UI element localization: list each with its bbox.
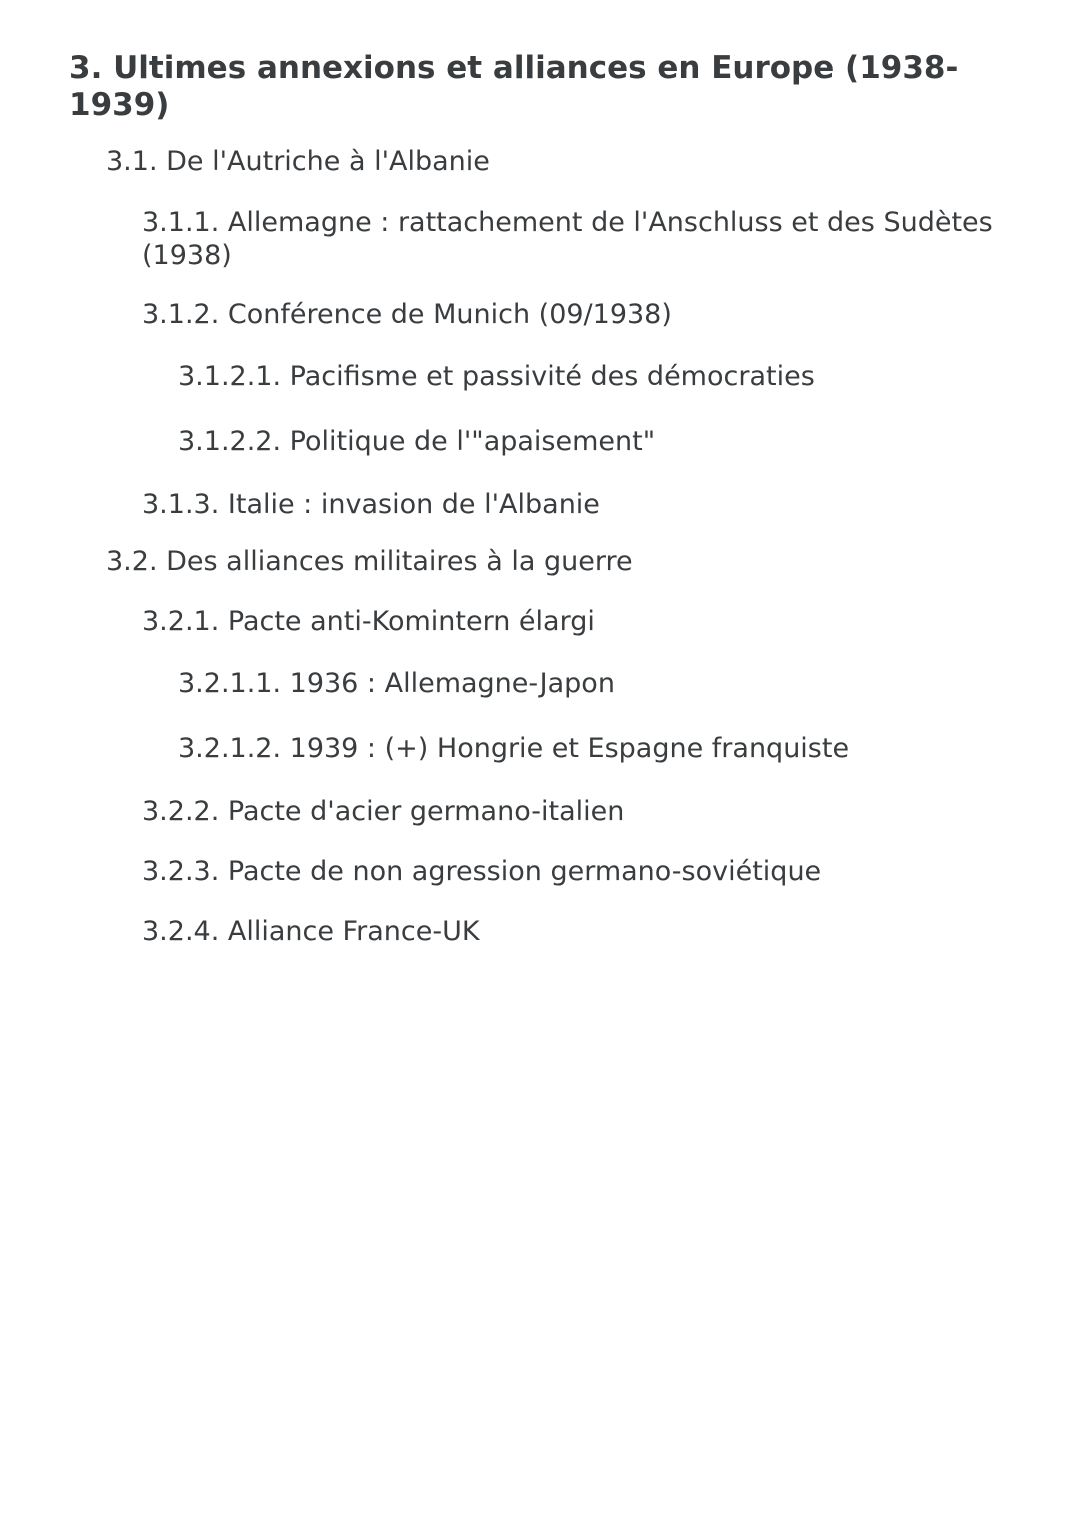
outline-number: 3.2. — [106, 546, 158, 577]
outline-item-3-2-1 — [142, 605, 595, 638]
outline-number: 3.2.1.1. — [178, 668, 282, 699]
outline-text: Alliance France-UK — [227, 916, 480, 947]
outline-text: Pacifisme et passivité des démocraties — [289, 361, 815, 392]
outline-item-3-2-4 — [142, 915, 480, 948]
outline-text: Pacte d'acier germano-italien — [227, 796, 625, 827]
outline-item-3-2-1-1 — [178, 667, 615, 700]
outline-text: 1936 : Allemagne-Japon — [289, 668, 615, 699]
outline-text: Pacte anti-Komintern élargi — [227, 606, 595, 637]
outline-text: Italie : invasion de l'Albanie — [227, 489, 600, 520]
outline-number: 3.1.2. — [142, 299, 220, 330]
outline-item-3-1-1 — [142, 206, 1022, 272]
outline-item-3-1 — [106, 145, 490, 178]
outline-text: Pacte de non agression germano-soviétique — [227, 856, 822, 887]
outline-item-3-1-3 — [142, 488, 600, 521]
outline-number: 3.2.4. — [142, 916, 220, 947]
outline-number: 3.1.2.1. — [178, 361, 282, 392]
outline-number: 3.1.1. — [142, 207, 220, 238]
outline-item-3-2 — [106, 545, 633, 578]
outline-item-3-1-2-2 — [178, 425, 655, 458]
outline-number: 3.1.3. — [142, 489, 220, 520]
outline-item-3-2-3 — [142, 855, 821, 888]
outline-text: Politique de l'"apaisement" — [289, 426, 656, 457]
outline-text: Conférence de Munich (09/1938) — [227, 299, 672, 330]
outline-number: 3.2.1. — [142, 606, 220, 637]
outline-number: 3.1.2.2. — [178, 426, 282, 457]
outline-item-3-1-2 — [142, 298, 672, 331]
outline-text: Des alliances militaires à la guerre — [166, 546, 633, 577]
outline-text: De l'Autriche à l'Albanie — [166, 146, 490, 177]
outline-number: 3.2.1.2. — [178, 733, 282, 764]
outline-item-3-2-2 — [142, 795, 624, 828]
outline-item-3-1-2-1 — [178, 360, 815, 393]
outline-text: Allemagne : rattachement de l'Anschluss et des Sudètes (1938) — [142, 207, 993, 271]
outline-number: 3.2.3. — [142, 856, 220, 887]
outline-text: 1939 : (+) Hongrie et Espagne franquiste — [289, 733, 850, 764]
outline-item-3-2-1-2 — [178, 732, 849, 765]
outline-number: 3.2.2. — [142, 796, 220, 827]
outline-number: 3.1. — [106, 146, 158, 177]
page-title: 3. Ultimes annexions et alliances en Europe (1938-1939) — [69, 50, 959, 123]
